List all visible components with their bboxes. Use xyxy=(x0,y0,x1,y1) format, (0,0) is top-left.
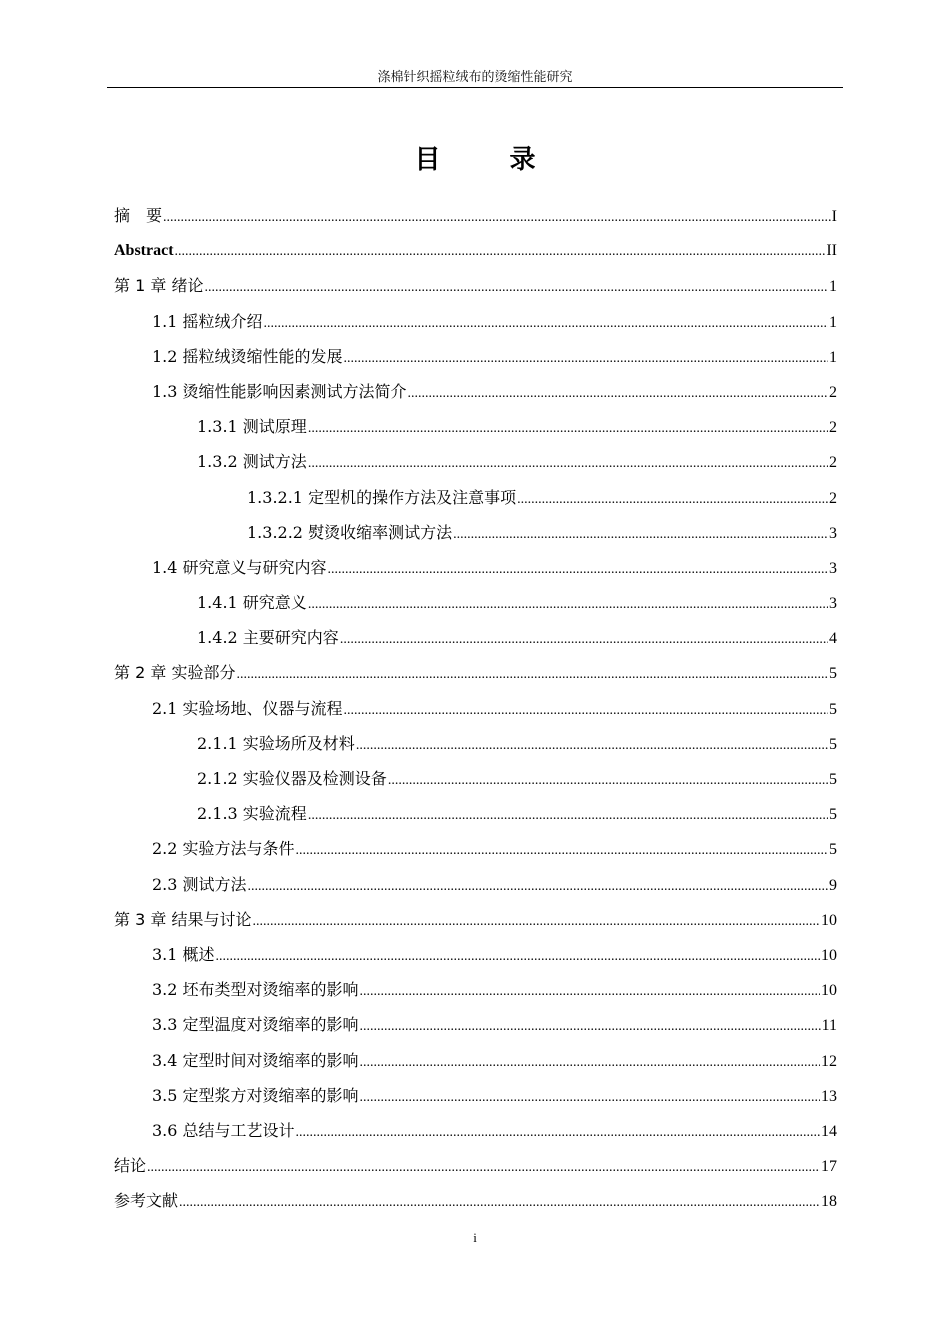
toc-entry[interactable] xyxy=(114,550,837,585)
toc-entry-label: 1.4.1 研究意义 xyxy=(197,593,307,613)
toc-entry-label: 3.3 定型温度对烫缩率的影响 xyxy=(152,1015,359,1035)
dot-leader xyxy=(175,234,826,269)
toc-entry-label: 1.3.1 测试原理 xyxy=(197,417,307,437)
dot-leader xyxy=(328,552,828,587)
toc-entry[interactable] xyxy=(114,831,837,866)
toc-entry[interactable] xyxy=(114,620,837,655)
toc-entry[interactable] xyxy=(114,304,837,339)
toc-entry[interactable] xyxy=(114,444,837,479)
toc-entry-page: 10 xyxy=(821,911,837,929)
page-number: i xyxy=(473,1230,477,1245)
dot-leader xyxy=(344,341,828,376)
toc-entry[interactable] xyxy=(114,374,837,409)
dot-leader xyxy=(216,939,820,974)
toc-entry-label: 2.3 测试方法 xyxy=(152,874,247,894)
toc-entry-label: 2.1.1 实验场所及材料 xyxy=(197,733,355,753)
toc-entry-label: 2.1.3 实验流程 xyxy=(197,804,307,824)
toc-entry-page: 2 xyxy=(829,454,837,472)
dot-leader xyxy=(388,763,828,798)
toc-entry-page: 5 xyxy=(829,665,837,683)
toc-entry-page: 9 xyxy=(829,876,837,894)
dot-leader xyxy=(408,376,828,411)
toc-entry[interactable] xyxy=(114,1148,837,1183)
dot-leader xyxy=(453,517,828,552)
dot-leader xyxy=(340,622,828,657)
toc-entry-label: 2.2 实验方法与条件 xyxy=(152,839,295,859)
table-of-contents xyxy=(114,198,837,1218)
toc-entry-page: 3 xyxy=(829,524,837,542)
toc-entry-page: 18 xyxy=(821,1193,837,1211)
toc-entry[interactable] xyxy=(114,585,837,620)
toc-entry-label: 3.1 概述 xyxy=(152,944,215,964)
dot-leader xyxy=(344,693,828,728)
toc-entry[interactable] xyxy=(114,691,837,726)
dot-leader xyxy=(356,728,828,763)
toc-entry[interactable] xyxy=(114,233,837,268)
dot-leader xyxy=(308,587,828,622)
toc-entry-label: 3.5 定型浆方对烫缩率的影响 xyxy=(152,1085,359,1105)
toc-entry-label: 1.4 研究意义与研究内容 xyxy=(152,557,327,577)
toc-entry-page: 2 xyxy=(829,419,837,437)
toc-entry-page: 3 xyxy=(829,595,837,613)
toc-entry-page: 5 xyxy=(829,771,837,788)
dot-leader xyxy=(252,904,820,939)
toc-entry[interactable] xyxy=(114,198,837,233)
toc-entry-page: 14 xyxy=(821,1122,837,1140)
toc-entry[interactable] xyxy=(114,761,837,796)
toc-entry-label: 3.2 坯布类型对烫缩率的影响 xyxy=(152,980,359,1000)
dot-leader xyxy=(360,1045,820,1080)
toc-entry-page: 3 xyxy=(829,559,837,577)
dot-leader xyxy=(296,1115,820,1150)
dot-leader xyxy=(360,1080,820,1115)
toc-entry-label: 1.3.2.2 熨烫收缩率测试方法 xyxy=(247,522,453,542)
toc-entry-page: 5 xyxy=(829,735,837,753)
toc-entry-page: 5 xyxy=(829,700,837,718)
dot-leader xyxy=(147,1150,820,1185)
dot-leader xyxy=(248,869,828,904)
toc-entry-label: 1.1 摇粒绒介绍 xyxy=(152,311,263,331)
toc-entry-label: 1.3 烫缩性能影响因素测试方法简介 xyxy=(152,381,407,401)
dot-leader xyxy=(308,798,828,833)
toc-entry-label: 3.6 总结与工艺设计 xyxy=(152,1120,295,1140)
dot-leader xyxy=(308,446,828,481)
dot-leader xyxy=(517,482,828,517)
toc-entry-page: 2 xyxy=(829,383,837,401)
running-header: 涤棉针织摇粒绒布的烫缩性能研究 xyxy=(377,70,573,85)
dot-leader xyxy=(296,833,828,868)
toc-entry[interactable] xyxy=(114,726,837,761)
toc-entry-page: 10 xyxy=(821,982,837,1000)
toc-entry[interactable] xyxy=(114,937,837,972)
toc-entry-label: 3.4 定型时间对烫缩率的影响 xyxy=(152,1050,359,1070)
dot-leader xyxy=(236,657,828,692)
toc-entry-label: Abstract xyxy=(114,242,174,260)
toc-entry-label: 第 2 章 实验部分 xyxy=(114,663,236,683)
toc-entry-label: 参考文献 xyxy=(114,1191,179,1211)
header-rule xyxy=(107,87,843,88)
toc-entry-page: 4 xyxy=(829,630,837,648)
toc-entry-page: 5 xyxy=(829,841,837,859)
toc-entry-page: 12 xyxy=(821,1052,837,1070)
toc-entry[interactable] xyxy=(114,409,837,444)
toc-entry-label: 1.3.2.1 定型机的操作方法及注意事项 xyxy=(247,487,517,507)
toc-entry[interactable] xyxy=(114,867,837,902)
toc-entry-label: 结论 xyxy=(114,1156,147,1176)
toc-entry-page: 11 xyxy=(821,1017,837,1035)
toc-entry[interactable] xyxy=(114,1007,837,1042)
toc-entry[interactable] xyxy=(114,1183,837,1218)
toc-entry-page: 1 xyxy=(829,348,837,366)
toc-entry[interactable] xyxy=(114,268,837,303)
toc-entry-label: 第 3 章 结果与讨论 xyxy=(114,909,252,929)
dot-leader xyxy=(163,200,831,235)
toc-entry[interactable] xyxy=(114,1113,837,1148)
toc-entry-label: 2.1.2 实验仪器及检测设备 xyxy=(197,769,387,788)
toc-entry-page: 13 xyxy=(821,1087,837,1105)
toc-entry-page: 17 xyxy=(821,1158,837,1176)
toc-entry-label: 第 1 章 绪论 xyxy=(114,276,204,296)
toc-entry[interactable] xyxy=(114,796,837,831)
dot-leader xyxy=(308,411,828,446)
toc-entry-label: 摘 要 xyxy=(114,206,163,225)
toc-entry-label: 1.2 摇粒绒烫缩性能的发展 xyxy=(152,346,343,366)
toc-entry-page: 10 xyxy=(821,946,837,964)
toc-title: 目 录 xyxy=(414,145,566,175)
toc-entry[interactable] xyxy=(114,902,837,937)
toc-entry-page: 1 xyxy=(829,278,837,296)
toc-entry[interactable] xyxy=(114,1078,837,1113)
toc-entry-label: 2.1 实验场地、仪器与流程 xyxy=(152,698,343,718)
toc-entry-page: 1 xyxy=(829,313,837,331)
dot-leader xyxy=(179,1185,820,1220)
dot-leader xyxy=(264,306,828,341)
toc-entry[interactable] xyxy=(114,480,837,515)
toc-entry-label: 1.3.2 测试方法 xyxy=(197,452,307,472)
toc-entry[interactable] xyxy=(114,339,837,374)
toc-entry-page: II xyxy=(826,242,837,260)
toc-entry-page: 5 xyxy=(829,806,837,824)
dot-leader xyxy=(360,974,820,1009)
toc-entry-label: 1.4.2 主要研究内容 xyxy=(197,628,339,648)
dot-leader xyxy=(204,270,828,305)
toc-entry-page: I xyxy=(831,208,837,225)
toc-entry[interactable] xyxy=(114,1043,837,1078)
toc-entry[interactable] xyxy=(114,655,837,690)
toc-entry[interactable] xyxy=(114,972,837,1007)
toc-entry-page: 2 xyxy=(829,489,837,507)
toc-entry[interactable] xyxy=(114,515,837,550)
dot-leader xyxy=(360,1009,821,1044)
